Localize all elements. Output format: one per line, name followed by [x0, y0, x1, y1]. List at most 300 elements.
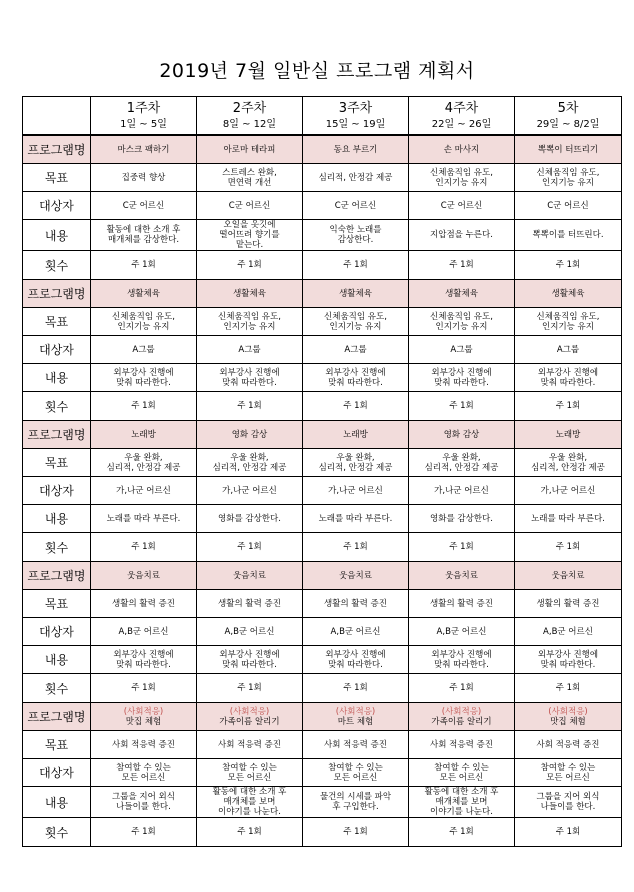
count-cell: 주 1회: [409, 251, 515, 280]
row-label-program: 프로그램명: [23, 421, 91, 449]
goal-row: [23, 590, 622, 618]
cell-text-line: 생활의 활력 증진: [112, 598, 175, 609]
program-cell: [303, 703, 409, 731]
target-cell: [515, 759, 622, 787]
week-header: [303, 97, 409, 136]
row-label-goal: 목표: [23, 449, 91, 477]
cell-text-line: C군 어르신: [122, 200, 165, 211]
cell-text-line: 맞춰 따라한다.: [328, 377, 383, 388]
corner-cell: [23, 97, 91, 136]
target-cell: [303, 477, 409, 505]
cell-text-line: 웃음치료: [551, 570, 585, 581]
program-cell: [515, 421, 622, 449]
cell-text-line: 인지기능 유지: [542, 321, 594, 332]
count-row: [23, 251, 622, 280]
target-cell: [197, 759, 303, 787]
table-body: [23, 97, 622, 847]
week-header: [91, 97, 197, 136]
cell-text-line: 그룹을 지어 외식: [536, 792, 600, 802]
cell-text-line: 신체움직임 유도,: [324, 311, 387, 322]
program-row: [23, 135, 622, 164]
target-cell: [303, 336, 409, 364]
cell-text-line: 웃음치료: [445, 570, 478, 581]
count-cell: 주 1회: [197, 674, 303, 703]
goal-cell: [515, 731, 622, 759]
content-cell: [91, 787, 197, 818]
content-cell: [409, 787, 515, 818]
week-label: 5차: [557, 100, 579, 116]
cell-text-line: 익숙한 노래를: [329, 225, 382, 235]
cell-text-line: 아로마 테라피: [223, 144, 276, 155]
cell-text-line: 신체움직임 유도,: [218, 311, 281, 322]
cell-text-line: 맞춰 따라한다.: [540, 377, 596, 388]
cell-text-line: 인지기능 유지: [223, 321, 276, 332]
target-cell: [91, 192, 197, 220]
row-label-content: 내용: [23, 505, 91, 533]
cell-text-line: 오일을 옷깃에: [223, 220, 276, 230]
cell-text-line: 외부강사 진행에: [113, 649, 174, 660]
program-cell: [197, 135, 303, 164]
cell-text-line: 우울 완화,: [548, 452, 588, 463]
cell-text-line: 심리적, 안정감 제공: [424, 462, 499, 473]
cell-text-line: C군 어르신: [228, 200, 271, 211]
cell-text-line: 인지기능 유지: [542, 177, 594, 188]
goal-cell: [515, 449, 622, 477]
cell-text-line: 외부강사 진행에: [219, 367, 280, 378]
week-header-row: [23, 97, 622, 136]
cell-text-line: 우울 완화,: [336, 452, 375, 463]
content-row: [23, 646, 622, 674]
count-cell: 주 1회: [197, 392, 303, 421]
cell-text-line: 맛집 체험: [125, 716, 162, 727]
cell-text-line: 매개체를 보며: [223, 797, 276, 807]
count-cell: 주 1회: [91, 674, 197, 703]
goal-cell: [197, 449, 303, 477]
cell-text-line: 사회 적응력 증진: [218, 739, 281, 750]
cell-text-line: 맞춰 따라한다.: [540, 659, 596, 670]
cell-text-line: 나들이를 한다.: [540, 802, 596, 812]
count-cell: 주 1회: [197, 533, 303, 562]
goal-cell: [197, 308, 303, 336]
count-cell: 주 1회: [197, 818, 303, 847]
count-row: [23, 818, 622, 847]
target-cell: [197, 618, 303, 646]
week-dates: 29일 ~ 8/2일: [536, 118, 600, 130]
row-label-content: 내용: [23, 220, 91, 251]
cell-text-line: 인지기능 유지: [117, 321, 170, 332]
program-cell: [515, 562, 622, 590]
row-label-count: 횟수: [23, 392, 91, 421]
row-label-program: 프로그램명: [23, 703, 91, 731]
goal-cell: [409, 308, 515, 336]
content-cell: [303, 220, 409, 251]
target-cell: [409, 759, 515, 787]
content-cell: [409, 220, 515, 251]
cell-text-line: 마스크 팩하기: [117, 144, 170, 155]
goal-cell: [91, 449, 197, 477]
goal-cell: [91, 164, 197, 192]
content-cell: [91, 220, 197, 251]
program-cell: [91, 280, 197, 308]
cell-text-line: 웃음치료: [127, 570, 160, 581]
program-cell: [515, 703, 622, 731]
cell-text-line: 맡는다.: [235, 240, 264, 250]
program-cell: [91, 135, 197, 164]
content-cell: [409, 646, 515, 674]
goal-cell: [409, 731, 515, 759]
cell-text-line: 사회 적응력 증진: [536, 739, 600, 750]
goal-cell: [303, 308, 409, 336]
cell-text-line: 신체움직임 유도,: [536, 167, 600, 178]
goal-cell: [515, 308, 622, 336]
cell-text-line: 신체움직임 유도,: [430, 311, 493, 322]
week-dates: 1일 ~ 5일: [120, 118, 167, 130]
cell-text-line: 참여할 수 있는: [434, 762, 489, 773]
program-tag: (사회적응): [229, 706, 270, 717]
cell-text-line: C군 어르신: [440, 200, 483, 211]
cell-text-line: 노래를 따라 부른다.: [318, 513, 393, 524]
cell-text-line: 생활체육: [551, 288, 585, 299]
content-row: [23, 364, 622, 392]
cell-text-line: 가족이름 알리기: [219, 716, 280, 727]
goal-cell: [303, 590, 409, 618]
cell-text-line: 우울 완화,: [124, 452, 163, 463]
row-label-content: 내용: [23, 364, 91, 392]
program-cell: [197, 562, 303, 590]
week-label: 1주차: [126, 100, 161, 116]
target-cell: [409, 336, 515, 364]
week-label: 3주차: [338, 100, 373, 116]
content-cell: [197, 364, 303, 392]
row-label-goal: 목표: [23, 164, 91, 192]
content-cell: [303, 364, 409, 392]
content-cell: [197, 646, 303, 674]
cell-text-line: 웃음치료: [233, 570, 266, 581]
goal-cell: [303, 449, 409, 477]
cell-text-line: 노래를 따라 부른다.: [106, 513, 181, 524]
cell-text-line: 이야기를 나눈다.: [218, 807, 281, 817]
content-cell: [409, 364, 515, 392]
program-cell: [303, 421, 409, 449]
content-cell: [515, 220, 622, 251]
content-cell: [515, 787, 622, 818]
cell-text-line: A,B군 어르신: [543, 626, 593, 637]
cell-text-line: 인지기능 유지: [435, 177, 488, 188]
content-row: [23, 220, 622, 251]
cell-text-line: 생활의 활력 증진: [324, 598, 387, 609]
count-cell: 주 1회: [303, 533, 409, 562]
cell-text-line: 생활의 활력 증진: [536, 598, 600, 609]
cell-text-line: C군 어르신: [334, 200, 377, 211]
count-cell: 주 1회: [409, 674, 515, 703]
row-label-count: 횟수: [23, 251, 91, 280]
count-cell: 주 1회: [197, 251, 303, 280]
goal-cell: [197, 731, 303, 759]
row-label-target: 대상자: [23, 336, 91, 364]
cell-text-line: 가,나군 어르신: [540, 485, 596, 496]
cell-text-line: 생활의 활력 증진: [430, 598, 493, 609]
cell-text-line: 집중력 향상: [121, 172, 166, 183]
target-row: [23, 477, 622, 505]
cell-text-line: 감상한다.: [337, 235, 374, 245]
week-dates: 8일 ~ 12일: [222, 118, 277, 130]
program-cell: [303, 562, 409, 590]
program-tag: (사회적응): [548, 706, 588, 717]
target-cell: [91, 477, 197, 505]
goal-cell: [197, 164, 303, 192]
week-label: 2주차: [232, 100, 267, 116]
goal-cell: [91, 590, 197, 618]
content-row: [23, 505, 622, 533]
count-cell: 주 1회: [303, 674, 409, 703]
target-cell: [197, 477, 303, 505]
target-cell: [303, 759, 409, 787]
cell-text-line: 사회 적응력 증진: [430, 739, 493, 750]
cell-text-line: 모든 어르신: [439, 772, 484, 783]
program-cell: [409, 421, 515, 449]
cell-text-line: 나들이를 한다.: [116, 802, 171, 812]
cell-text-line: A그룹: [450, 344, 473, 355]
cell-text-line: 심리적, 안정감 제공: [212, 462, 287, 473]
cell-text-line: 떨어뜨려 향기를: [219, 230, 280, 240]
program-cell: [91, 421, 197, 449]
cell-text-line: 외부강사 진행에: [537, 649, 599, 660]
target-row: [23, 336, 622, 364]
program-plan-table: [22, 96, 622, 847]
row-label-program: 프로그램명: [23, 135, 91, 164]
cell-text-line: A그룹: [344, 344, 367, 355]
program-cell: [409, 135, 515, 164]
program-row: [23, 421, 622, 449]
count-cell: 주 1회: [91, 533, 197, 562]
program-cell: [303, 135, 409, 164]
target-cell: [197, 192, 303, 220]
cell-text-line: 사회 적응력 증진: [324, 739, 387, 750]
cell-text-line: 모든 어르신: [546, 772, 590, 783]
goal-cell: [409, 449, 515, 477]
cell-text-line: 그룹을 지어 외식: [112, 792, 175, 802]
cell-text-line: 외부강사 진행에: [325, 367, 386, 378]
cell-text-line: 심리적, 안정감 제공: [318, 172, 393, 183]
row-label-target: 대상자: [23, 477, 91, 505]
cell-text-line: 동요 부르기: [333, 144, 378, 155]
target-cell: [91, 336, 197, 364]
target-cell: [515, 477, 622, 505]
program-cell: [409, 280, 515, 308]
program-cell: [409, 562, 515, 590]
cell-text-line: 외부강사 진행에: [537, 367, 599, 378]
target-cell: [409, 477, 515, 505]
content-cell: [515, 505, 622, 533]
cell-text-line: 마트 체험: [337, 716, 374, 727]
cell-text-line: 우울 완화,: [442, 452, 481, 463]
program-cell: [197, 280, 303, 308]
week-dates: 15일 ~ 19일: [325, 118, 386, 130]
cell-text-line: 맛집 체험: [550, 716, 586, 727]
cell-text-line: 활동에 대한 소개 후: [424, 787, 499, 797]
program-cell: [515, 135, 622, 164]
goal-cell: [197, 590, 303, 618]
target-cell: [515, 618, 622, 646]
target-cell: [91, 759, 197, 787]
target-cell: [515, 192, 622, 220]
content-cell: [303, 646, 409, 674]
cell-text-line: A,B군 어르신: [224, 626, 275, 637]
program-cell: [91, 562, 197, 590]
cell-text-line: 활동에 대한 소개 후: [212, 787, 287, 797]
program-cell: [91, 703, 197, 731]
cell-text-line: A그룹: [556, 344, 580, 355]
cell-text-line: 노래방: [131, 429, 156, 440]
content-cell: [303, 505, 409, 533]
cell-text-line: 우울 완화,: [230, 452, 269, 463]
cell-text-line: 맞춰 따라한다.: [328, 659, 383, 670]
cell-text-line: 외부강사 진행에: [219, 649, 280, 660]
cell-text-line: 참여할 수 있는: [222, 762, 277, 773]
row-label-count: 횟수: [23, 533, 91, 562]
row-label-program: 프로그램명: [23, 280, 91, 308]
row-label-goal: 목표: [23, 590, 91, 618]
cell-text-line: 생활체육: [339, 288, 372, 299]
cell-text-line: 매개체를 보며: [435, 797, 488, 807]
row-label-content: 내용: [23, 646, 91, 674]
cell-text-line: 심리적, 안정감 제공: [531, 462, 605, 473]
count-cell: 주 1회: [515, 392, 622, 421]
cell-text-line: 지압점을 누른다.: [430, 230, 493, 240]
cell-text-line: C군 어르신: [547, 200, 589, 211]
row-label-count: 횟수: [23, 674, 91, 703]
target-cell: [303, 192, 409, 220]
goal-cell: [303, 731, 409, 759]
cell-text-line: 스트레스 완화,: [222, 167, 277, 178]
count-cell: 주 1회: [91, 818, 197, 847]
cell-text-line: 참여할 수 있는: [540, 762, 596, 773]
cell-text-line: 이야기를 나눈다.: [430, 807, 493, 817]
cell-text-line: 영화를 감상한다.: [218, 513, 281, 524]
cell-text-line: 맞춰 따라한다.: [116, 659, 171, 670]
cell-text-line: 노래를 따라 부른다.: [531, 513, 605, 524]
content-cell: [303, 787, 409, 818]
target-row: [23, 759, 622, 787]
cell-text-line: 가,나군 어르신: [222, 485, 277, 496]
target-cell: [91, 618, 197, 646]
cell-text-line: 가,나군 어르신: [116, 485, 171, 496]
week-dates: 22일 ~ 26일: [431, 118, 492, 130]
row-label-content: 내용: [23, 787, 91, 818]
cell-text-line: 매개체를 감상한다.: [107, 235, 180, 245]
cell-text-line: 영화를 감상한다.: [430, 513, 493, 524]
week-header: [197, 97, 303, 136]
cell-text-line: 맞춰 따라한다.: [434, 659, 489, 670]
cell-text-line: 신체움직임 유도,: [430, 167, 493, 178]
content-row: [23, 787, 622, 818]
program-cell: [197, 421, 303, 449]
cell-text-line: A,B군 어르신: [436, 626, 487, 637]
cell-text-line: 가,나군 어르신: [328, 485, 383, 496]
goal-cell: [303, 164, 409, 192]
goal-row: [23, 308, 622, 336]
count-cell: 주 1회: [303, 392, 409, 421]
target-cell: [409, 618, 515, 646]
program-row: [23, 280, 622, 308]
goal-row: [23, 449, 622, 477]
cell-text-line: 영화 감상: [443, 429, 480, 440]
count-cell: 주 1회: [303, 818, 409, 847]
cell-text-line: 노래방: [555, 429, 581, 440]
cell-text-line: 참여할 수 있는: [328, 762, 383, 773]
page-title: 2019년 7월 일반실 프로그램 계획서: [159, 60, 475, 82]
row-label-goal: 목표: [23, 308, 91, 336]
count-cell: 주 1회: [515, 674, 622, 703]
cell-text-line: 사회 적응력 증진: [112, 739, 175, 750]
program-cell: [409, 703, 515, 731]
program-cell: [303, 280, 409, 308]
cell-text-line: 외부강사 진행에: [325, 649, 386, 660]
row-label-target: 대상자: [23, 759, 91, 787]
cell-text-line: 인지기능 유지: [435, 321, 488, 332]
cell-text-line: 생활의 활력 증진: [218, 598, 281, 609]
count-cell: 주 1회: [91, 251, 197, 280]
cell-text-line: A그룹: [238, 344, 261, 355]
cell-text-line: 모든 어르신: [227, 772, 272, 783]
content-cell: [515, 646, 622, 674]
goal-cell: [409, 164, 515, 192]
goal-row: [23, 731, 622, 759]
goal-cell: [515, 590, 622, 618]
cell-text-line: A,B군 어르신: [118, 626, 169, 637]
content-cell: [197, 220, 303, 251]
content-cell: [91, 646, 197, 674]
goal-cell: [91, 731, 197, 759]
program-row: [23, 562, 622, 590]
cell-text-line: 뽁뽁이를 터뜨린다.: [532, 230, 604, 240]
target-cell: [409, 192, 515, 220]
cell-text-line: 물건의 시세를 파악: [319, 792, 392, 802]
count-cell: 주 1회: [409, 392, 515, 421]
cell-text-line: 맞춰 따라한다.: [116, 377, 171, 388]
cell-text-line: 손 마사지: [443, 144, 480, 155]
count-cell: 주 1회: [409, 533, 515, 562]
goal-cell: [409, 590, 515, 618]
count-cell: 주 1회: [409, 818, 515, 847]
count-row: [23, 533, 622, 562]
content-cell: [409, 505, 515, 533]
count-row: [23, 392, 622, 421]
content-cell: [197, 787, 303, 818]
count-cell: 주 1회: [515, 818, 622, 847]
goal-cell: [91, 308, 197, 336]
cell-text-line: 활동에 대한 소개 후: [106, 225, 181, 235]
content-cell: [515, 364, 622, 392]
week-label: 4주차: [444, 100, 479, 116]
cell-text-line: 인지기능 유지: [329, 321, 382, 332]
count-cell: 주 1회: [91, 392, 197, 421]
cell-text-line: 심리적, 안정감 제공: [106, 462, 181, 473]
cell-text-line: 가,나군 어르신: [434, 485, 489, 496]
program-tag: (사회적응): [335, 706, 376, 717]
target-row: [23, 192, 622, 220]
count-row: [23, 674, 622, 703]
cell-text-line: 노래방: [343, 429, 368, 440]
program-tag: (사회적응): [441, 706, 482, 717]
cell-text-line: 신체움직임 유도,: [112, 311, 175, 322]
cell-text-line: 영화 감상: [231, 429, 268, 440]
target-row: [23, 618, 622, 646]
row-label-target: 대상자: [23, 192, 91, 220]
cell-text-line: A,B군 어르신: [330, 626, 381, 637]
cell-text-line: 참여할 수 있는: [116, 762, 171, 773]
cell-text-line: 웃음치료: [339, 570, 372, 581]
